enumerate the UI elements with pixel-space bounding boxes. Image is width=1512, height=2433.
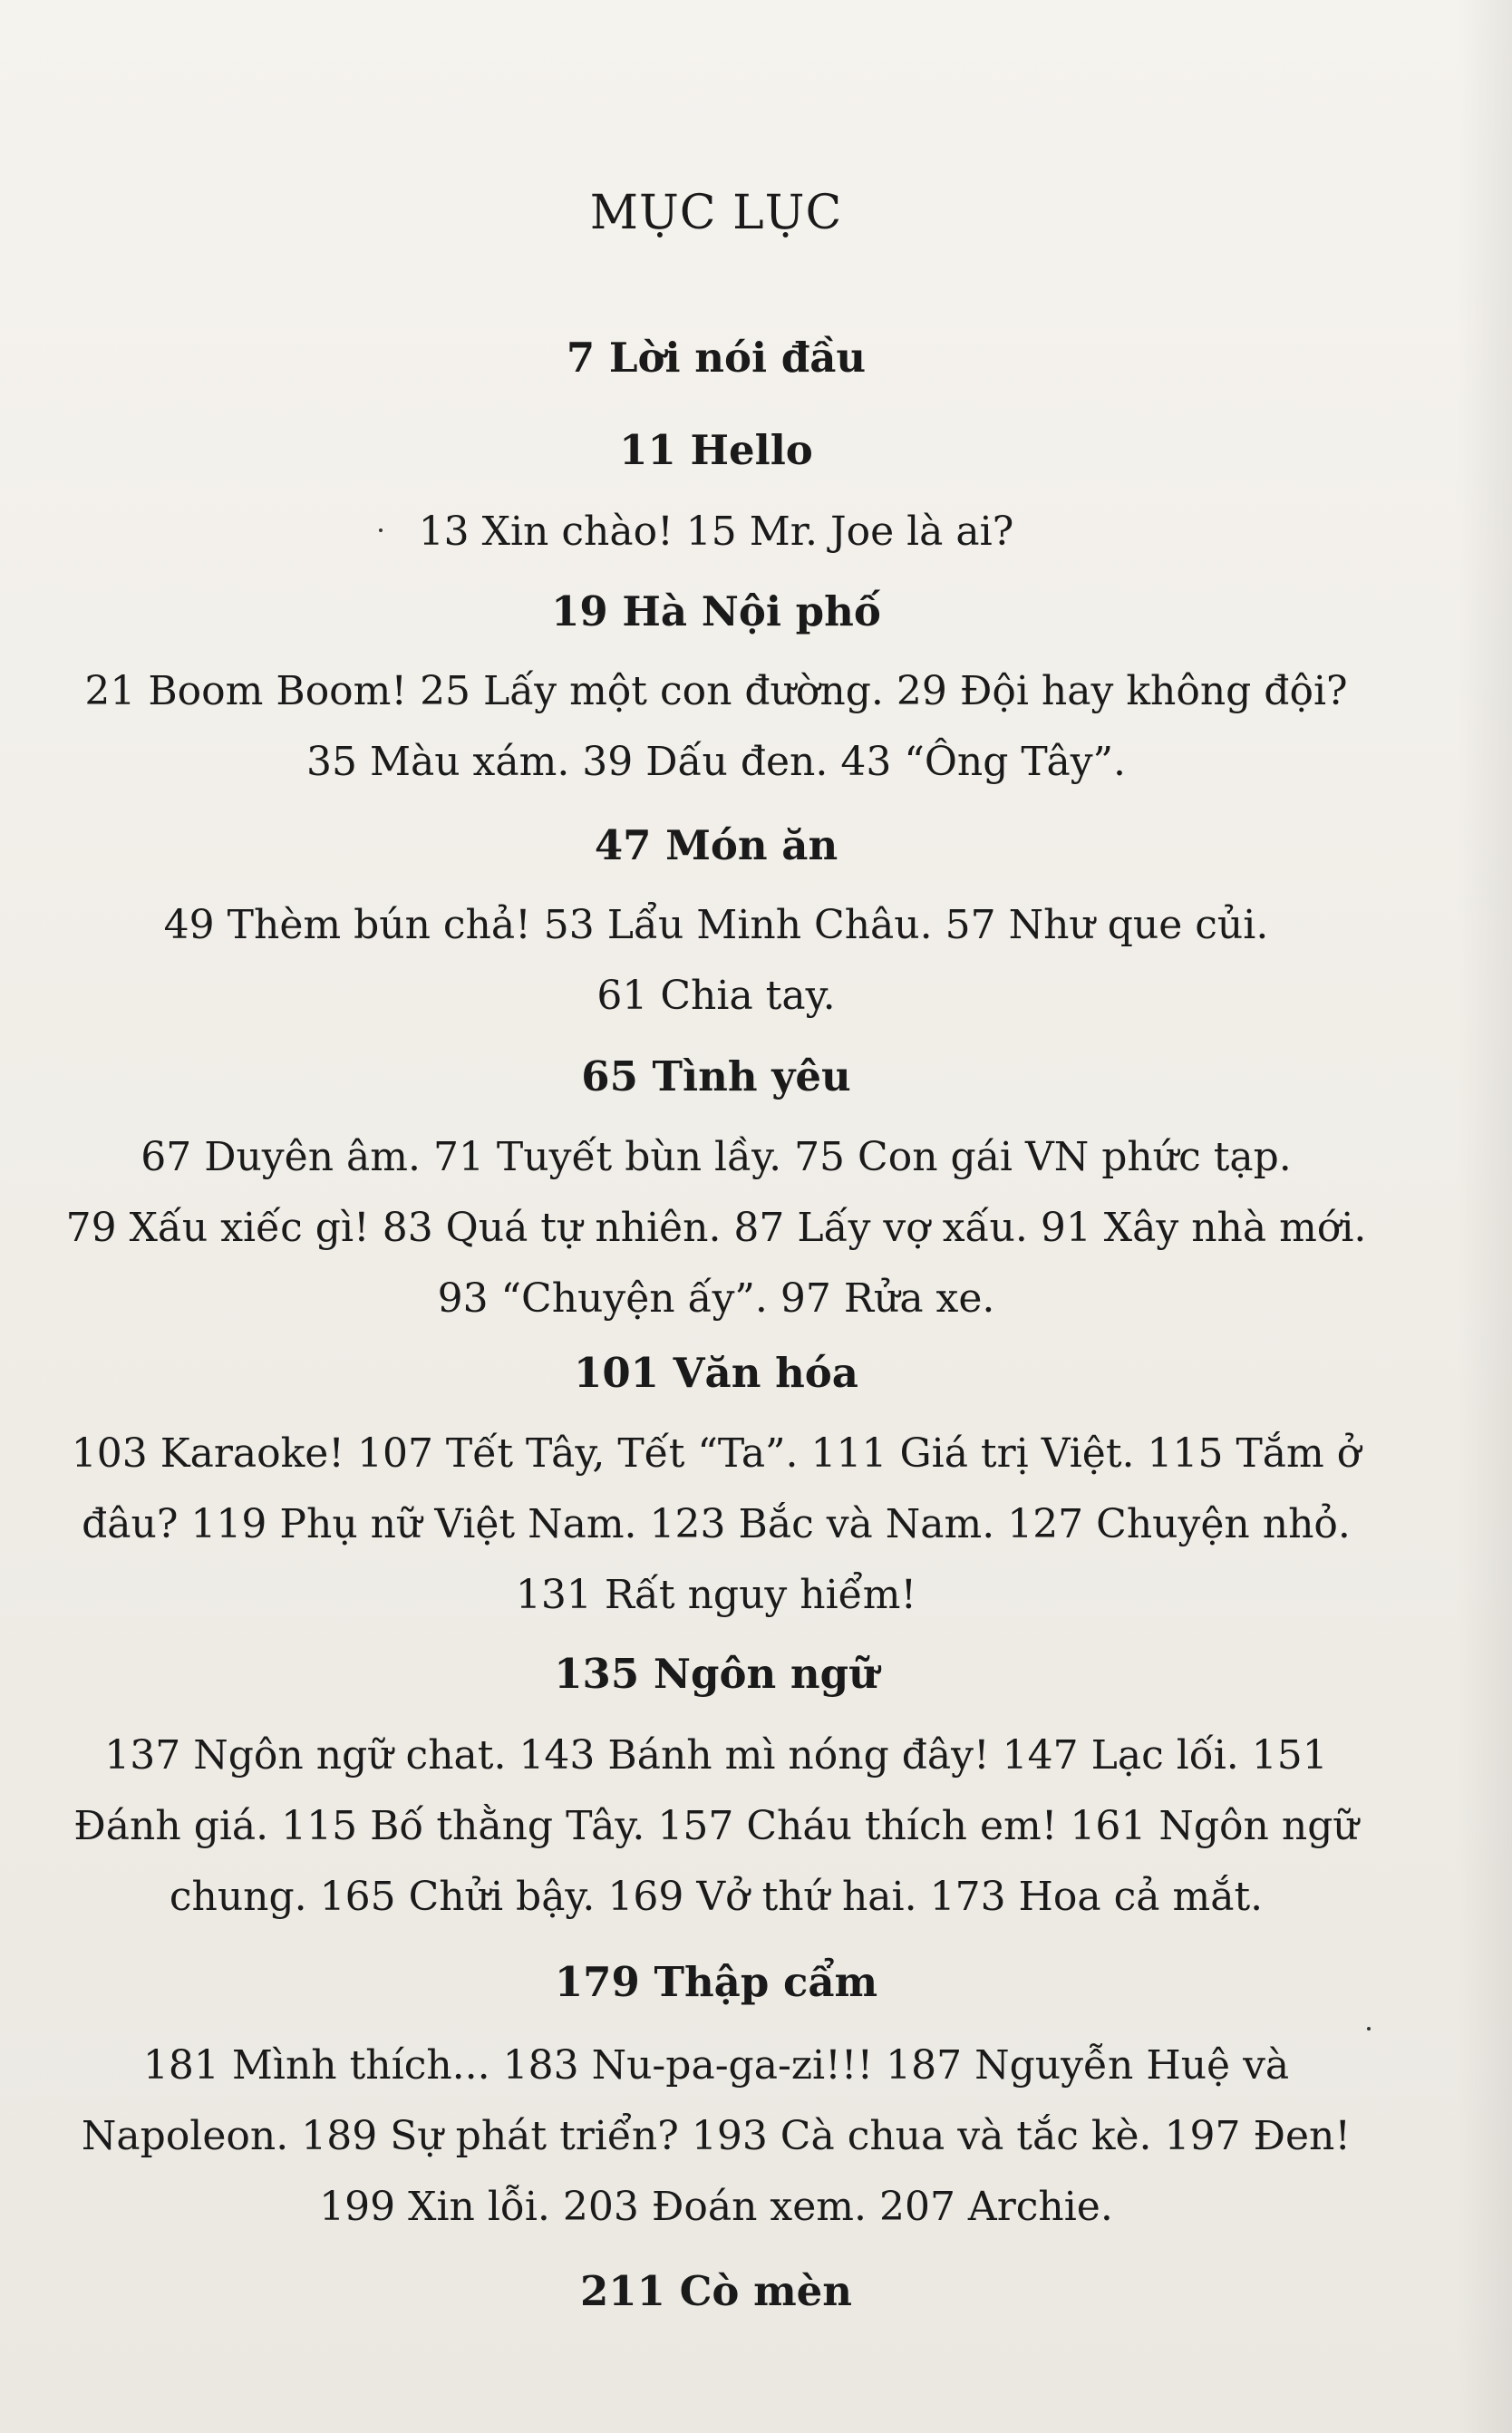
entry-line: 199 Xin lỗi. 203 Đoán xem. 207 Archie.	[319, 2184, 1113, 2230]
section-heading: 11 Hello	[619, 426, 813, 474]
entry-line: đâu? 119 Phụ nữ Việt Nam. 123 Bắc và Nam. 127 Chuyện nhỏ.	[82, 1501, 1351, 1547]
section-heading: 211 Cò mèn	[579, 2267, 853, 2315]
print-speck	[1367, 2027, 1371, 2031]
page-edge-shadow	[1458, 0, 1512, 2433]
entry-line: 103 Karaoke! 107 Tết Tây, Tết “Ta”. 111 Giá trị Việt. 115 Tắm ở	[71, 1430, 1362, 1477]
section-entries	[63, 2031, 1369, 2243]
entry-line: 131 Rất nguy hiểm!	[515, 1572, 917, 1618]
section-heading: 47 Món ăn	[594, 821, 838, 869]
entry-line: 67 Duyên âm. 71 Tuyết bùn lầy. 75 Con gái VN phức tạp.	[141, 1134, 1292, 1180]
entry-line: 181 Mình thích... 183 Nu-pa-ga-zi!!! 187 Nguyễn Huệ và	[142, 2042, 1290, 2089]
entry-line: 49 Thèm bún chả! 53 Lẩu Minh Châu. 57 Như que củi.	[163, 902, 1269, 948]
section-heading: 7 Lời nói đầu	[566, 334, 867, 382]
entry-line: Đánh giá. 115 Bố thằng Tây. 157 Cháu thích em! 161 Ngôn ngữ	[73, 1803, 1359, 1849]
section-entries	[63, 497, 1369, 567]
entry-line: 79 Xấu xiếc gì! 83 Quá tự nhiên. 87 Lấy vợ xấu. 91 Xây nhà mới.	[65, 1205, 1367, 1251]
entry-line: 35 Màu xám. 39 Dấu đen. 43 “Ông Tây”.	[305, 739, 1127, 785]
entry-line: 61 Chia tay.	[596, 973, 836, 1019]
section-heading: 101 Văn hóa	[574, 1349, 858, 1397]
section-entries	[63, 890, 1369, 1032]
section-heading: 135 Ngôn ngữ	[554, 1650, 878, 1698]
entry-line: chung. 165 Chửi bậy. 169 Vở thứ hai. 173 Hoa cả mắt.	[169, 1874, 1264, 1920]
section-heading: 65 Tình yêu	[581, 1052, 851, 1100]
section-entries	[63, 1122, 1369, 1334]
section-heading: 19 Hà Nội phố	[551, 587, 881, 635]
print-speck	[379, 528, 383, 532]
entry-line: 21 Boom Boom! 25 Lấy một con đường. 29 Đội hay không đội?	[84, 668, 1348, 714]
entry-line: 137 Ngôn ngữ chat. 143 Bánh mì nóng đây! 147 Lạc lối. 151	[104, 1732, 1328, 1779]
section-entries	[63, 1419, 1369, 1631]
section-entries	[63, 656, 1369, 798]
section-heading: 179 Thập cẩm	[554, 1958, 878, 2006]
entry-line: 93 “Chuyện ấy”. 97 Rửa xe.	[437, 1275, 995, 1322]
section-entries	[63, 1721, 1369, 1933]
entry-line: 13 Xin chào! 15 Mr. Joe là ai?	[418, 509, 1014, 555]
toc-title: MỤC LỤC	[589, 186, 843, 240]
entry-line: Napoleon. 189 Sự phát triển? 193 Cà chua và tắc kè. 197 Đen!	[81, 2113, 1352, 2159]
